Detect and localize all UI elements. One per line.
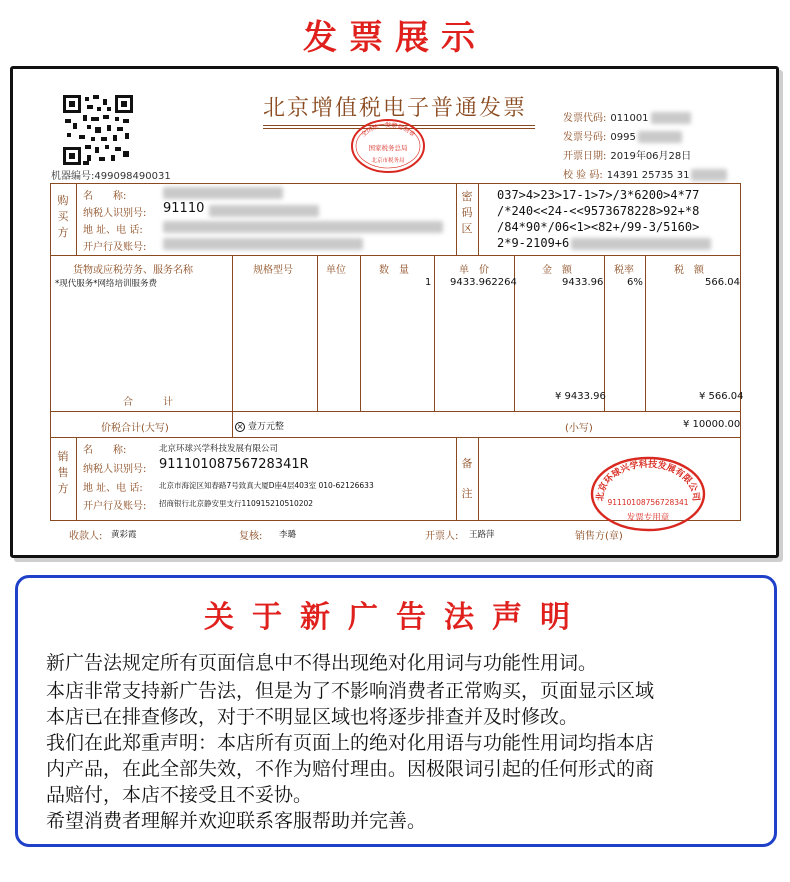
svg-text:北京环球兴学科技发展有限公司 (594, 458, 703, 502)
notice-line: 品赔付，本店不接受且不妥协。 (46, 784, 313, 806)
ad-law-notice (15, 575, 777, 847)
notice-line: 希望消费者理解并欢迎联系客服帮助并完善。 (46, 810, 427, 832)
col-price: 单 价 (459, 265, 489, 276)
notice-line: 本店非常支持新广告法，但是为了不影响消费者正常购买，页面显示区域 (46, 680, 655, 702)
item-price: 9433.962264 (450, 277, 517, 288)
seller-seal-number: 91110108756728341 (607, 498, 689, 507)
remark-label: 备注 (461, 457, 473, 500)
cipher-line: 037>4>23>17-1>7>/3*6200>4*77 (497, 188, 700, 202)
invoice-number-label: 发票号码: (563, 132, 607, 143)
qr-code-icon (63, 95, 133, 165)
col-rate: 税率 (614, 265, 634, 276)
buyer-side-label: 购买方 (57, 194, 69, 239)
cipher-line: /84*90*/06<1><82+/99-3/5160> (497, 220, 700, 234)
notice-line: 本店已在排查修改，对于不明显区域也将逐步排查并及时修改。 (46, 706, 579, 728)
cipher-line: /*240<<24-<<9573678228>92+*8 (497, 204, 700, 218)
circle-x-icon: × (236, 422, 244, 431)
issuer-value: 王路萍 (469, 530, 495, 540)
invoice-date-label: 开票日期: (563, 151, 607, 162)
grand-total-upper-text: 壹万元整 (248, 422, 285, 432)
col-spec: 规格型号 (253, 265, 293, 276)
payee-label: 收款人: (69, 531, 103, 542)
col-tax: 税 额 (674, 265, 704, 276)
machine-number (51, 167, 171, 182)
issuer-label: 开票人: (425, 531, 459, 542)
machine-number-label: 机器编号: (51, 171, 95, 182)
invoice-code-value: 011001 (610, 113, 649, 124)
seller-address-value: 北京市海淀区知春路7号致真大厦D座4层403室 010-62126633 (159, 481, 374, 490)
item-rate: 6% (627, 277, 643, 288)
col-item: 货物或应税劳务、服务名称 (73, 265, 193, 276)
seal-center-text: 国家税务总局 (368, 144, 408, 152)
grand-small-label: (小写) (565, 423, 593, 434)
notice-title: 关于新广告法声明 (204, 600, 588, 635)
item-name: *现代服务*网络培训服务费 (55, 279, 158, 289)
seller-invoice-seal (589, 455, 707, 533)
cipher-label: 密码区 (461, 190, 473, 235)
invoice-number-value: 0995 (610, 132, 636, 143)
buyer-taxid-label: 纳税人识别号: (83, 208, 147, 219)
item-amount: 9433.96 (562, 277, 604, 288)
seller-seal-ring-text: 北京环球兴学科技发展有限公司 (595, 459, 701, 502)
item-tax: 566.04 (705, 277, 740, 288)
seller-address-label: 地 址、电 话: (83, 483, 143, 494)
check-code-value: 14391 25735 31 (606, 170, 690, 181)
grand-total-small: ¥ 10000.00 (683, 419, 741, 430)
item-qty: 1 (425, 277, 432, 288)
invoice-code-label: 发票代码: (563, 113, 607, 124)
buyer-name-label: 名 称: (83, 191, 127, 202)
seller-stamp-label: 销售方(章) (575, 531, 623, 542)
check-code (563, 166, 727, 181)
seller-seal-bottom-text: 发票专用章 (626, 513, 670, 523)
col-qty: 数 量 (379, 265, 409, 276)
seller-name-label: 名 称: (83, 445, 127, 456)
grand-total-upper (235, 419, 284, 432)
total-tax: ¥ 566.04 (699, 391, 744, 402)
notice-line: 新广告法规定所有页面信息中不得出现绝对化用词与功能性用词。 (46, 652, 598, 674)
cipher-line: 2*9-2109+6 (497, 235, 711, 251)
reviewer-value: 李璐 (279, 530, 297, 540)
seller-taxid-value: 91110108756728341R (159, 457, 309, 472)
invoice-number (563, 128, 682, 143)
machine-number-value: 499098490031 (94, 171, 171, 182)
seal-ring-text: 全国统一发票监制章 (360, 122, 416, 139)
seller-taxid-label: 纳税人识别号: (83, 464, 147, 475)
invoice-date (563, 147, 691, 162)
seller-bank-value: 招商银行北京静安里支行110915210510202 (159, 499, 314, 508)
seller-bank-label: 开户行及账号: (83, 501, 147, 512)
payee-value: 黄彩霞 (111, 530, 137, 540)
grand-total-label: 价税合计(大写) (101, 423, 169, 434)
invoice-code (563, 109, 691, 124)
tax-bureau-seal (349, 117, 427, 175)
total-label: 合 计 (123, 397, 173, 408)
seller-name-value: 北京环球兴学科技发展有限公司 (159, 444, 279, 454)
invoice-image (10, 66, 779, 558)
buyer-address-label: 地 址、电 话: (83, 225, 143, 236)
total-amount: ¥ 9433.96 (555, 391, 606, 402)
notice-line: 我们在此郑重声明：本店所有页面上的绝对化用语与功能性用词均指本店 (46, 732, 655, 754)
buyer-bank-label: 开户行及账号: (83, 242, 147, 253)
seal-bottom-text: 北京市税务局 (371, 158, 405, 164)
check-code-label: 校 验 码: (563, 170, 603, 181)
reviewer-label: 复核: (239, 531, 263, 542)
seller-side-label: 销售方 (57, 450, 69, 495)
notice-line: 内产品，在此全部失效，不作为赔付理由。因极限词引起的任何形式的商 (46, 758, 655, 780)
col-amount: 金 额 (542, 265, 572, 276)
col-unit: 单位 (326, 265, 346, 276)
invoice-title: 北京增值税电子普通发票 (263, 96, 528, 121)
cipher-area (497, 187, 711, 251)
page-heading: 发票展示 (303, 18, 487, 58)
invoice-date-value: 2019年06月28日 (610, 151, 692, 162)
buyer-taxid-value: 91110 (163, 201, 205, 216)
